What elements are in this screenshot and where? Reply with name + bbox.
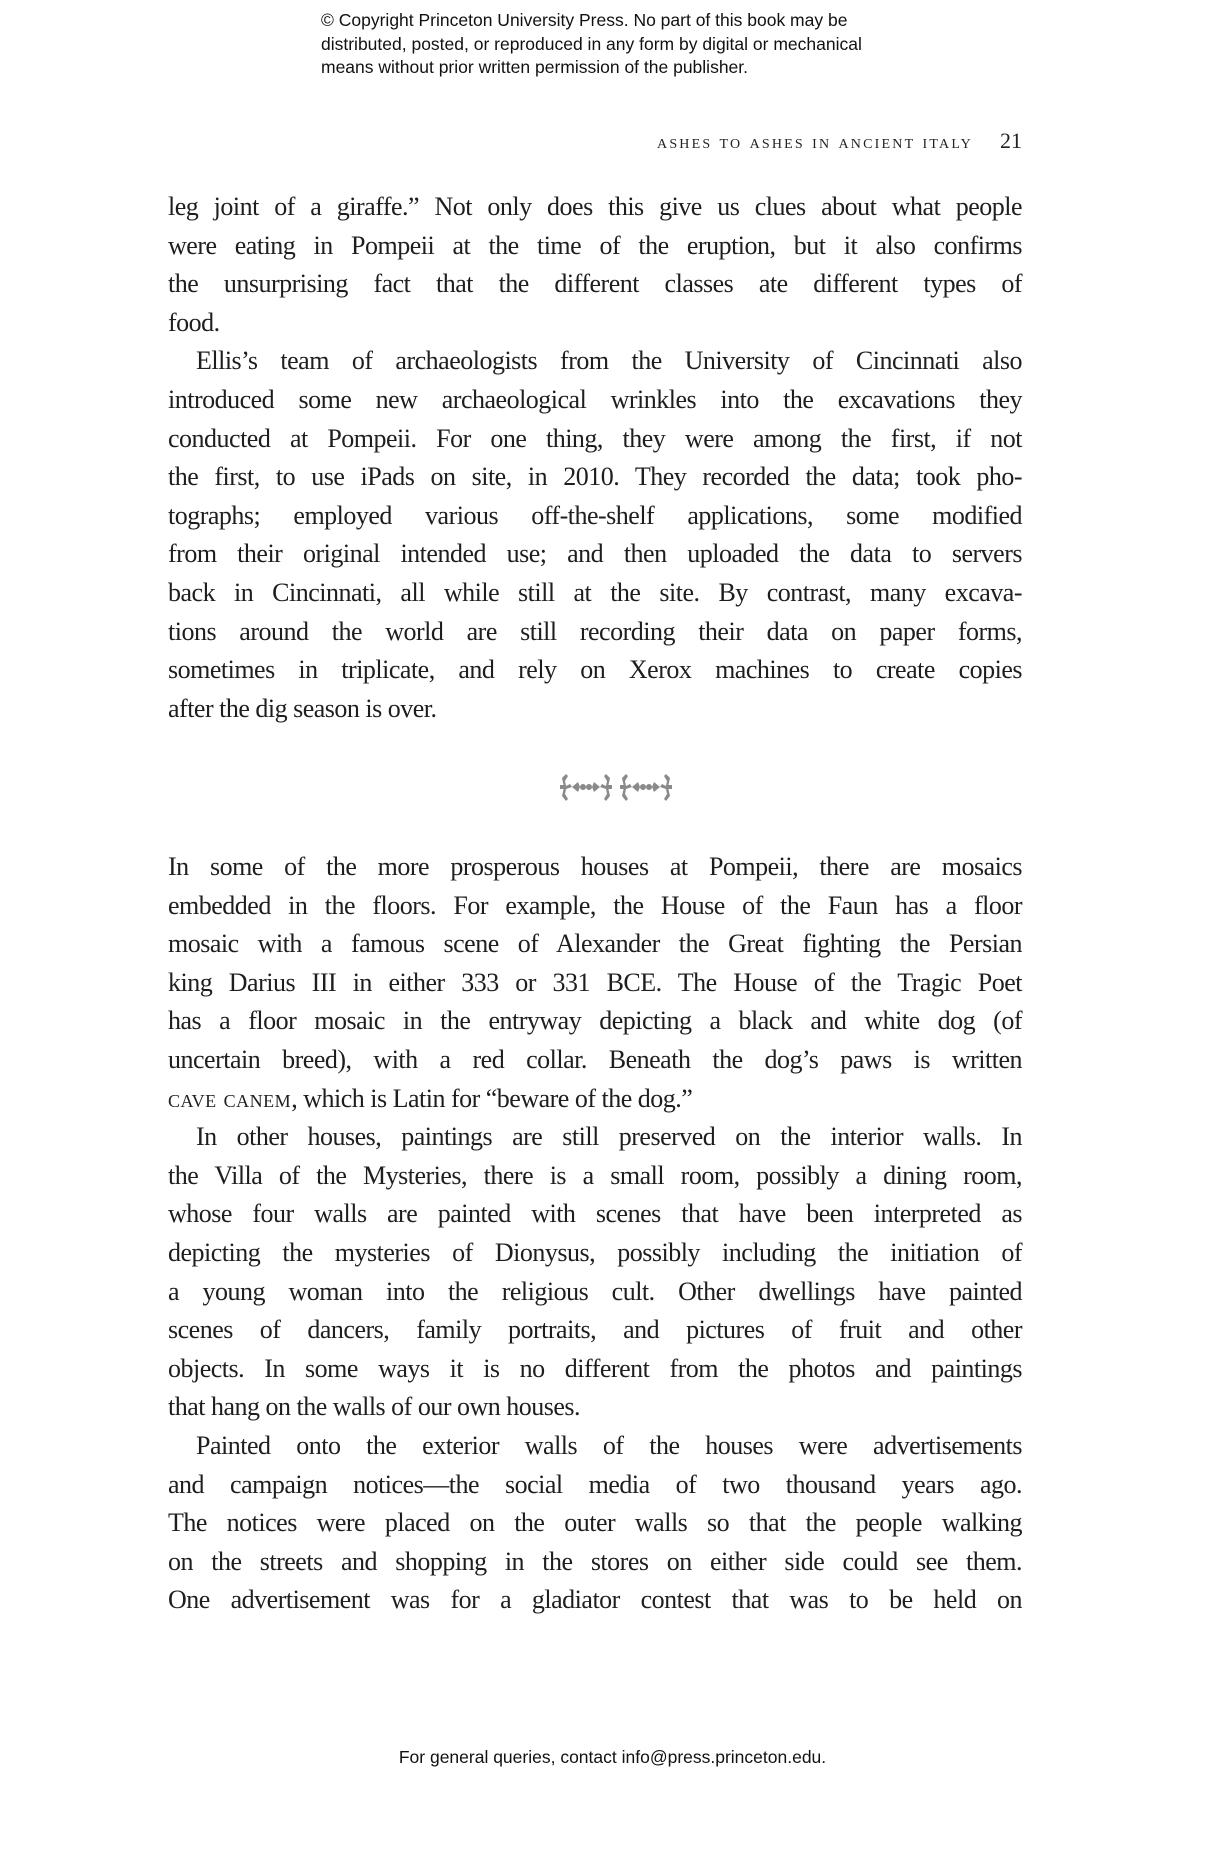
text-line: leg joint of a giraffe.” Not only does this give us clues about what people bbox=[168, 192, 1022, 221]
text-line: conducted at Pompeii. For one thing, they were among the first, if not bbox=[168, 423, 1022, 453]
text-line: One advertisement was for a gladiator contest that was to be held on bbox=[168, 1585, 1022, 1615]
text-line: tions around the world are still recording their data on paper forms, bbox=[168, 616, 1022, 646]
paragraph bbox=[168, 1118, 1022, 1427]
text-line: a young woman into the religious cult. Other dwellings have painted bbox=[168, 1276, 1022, 1306]
copyright-notice bbox=[321, 9, 862, 80]
copyright-line: © Copyright Princeton University Press. No part of this book may be bbox=[321, 10, 848, 30]
text-line: were eating in Pompeii at the time of the eruption, but it also confirms bbox=[168, 230, 1022, 260]
text-line: that hang on the walls of our own houses. bbox=[168, 1392, 581, 1422]
text-line: the unsurprising fact that the different classes ate different types of bbox=[168, 269, 1022, 299]
running-head bbox=[657, 128, 1022, 154]
chapter-title: ashes to ashes in ancient italy bbox=[657, 131, 973, 153]
text-line: from their original intended use; and then uploaded the data to servers bbox=[168, 539, 1022, 569]
paragraph bbox=[168, 1427, 1022, 1620]
text-line: and campaign notices—the social media of two thousand years ago. bbox=[168, 1469, 1022, 1499]
text-line: back in Cincinnati, all while still at the site. By contrast, many excava- bbox=[168, 577, 1022, 607]
copyright-line: means without prior written permission of the publisher. bbox=[321, 57, 749, 77]
paragraph bbox=[168, 342, 1022, 728]
paragraph bbox=[168, 188, 1022, 342]
text-line: king Darius III in either 333 or 331 BCE. The House of the Tragic Poet bbox=[168, 967, 1022, 997]
text-line: In other houses, paintings are still preserved on the interior walls. In bbox=[196, 1122, 1022, 1152]
footer-contact: For general queries, contact info@press.princeton.edu. bbox=[398, 1747, 827, 1767]
text-line: sometimes in triplicate, and rely on Xerox machines to create copies bbox=[168, 655, 1022, 685]
copyright-line: distributed, posted, or reproduced in any form by digital or mechanical bbox=[321, 33, 862, 54]
text-line: mosaic with a famous scene of Alexander the Great fighting the Persian bbox=[168, 929, 1022, 959]
paragraph bbox=[168, 848, 1022, 1118]
text-line: embedded in the floors. For example, the House of the Faun has a floor bbox=[168, 890, 1022, 920]
text-line: scenes of dancers, family portraits, and pictures of fruit and other bbox=[168, 1315, 1022, 1345]
text-segment: , which is Latin for “beware of the dog.” bbox=[291, 1083, 693, 1113]
latin-phrase: cave canem bbox=[168, 1083, 292, 1113]
text-line: The notices were placed on the outer walls so that the people walking bbox=[168, 1508, 1022, 1538]
text-line: the Villa of the Mysteries, there is a small room, possibly a dining room, bbox=[168, 1160, 1022, 1190]
text-block-before-break bbox=[168, 188, 1022, 728]
text-block-after-break bbox=[168, 848, 1022, 1620]
text-line: tographs; employed various off-the-shelf applications, some modified bbox=[168, 500, 1022, 530]
text-line: Ellis’s team of archaeologists from the University of Cincinnati also bbox=[196, 346, 1022, 376]
text-line: introduced some new archaeological wrinkles into the excavations they bbox=[168, 384, 1022, 414]
text-line: Painted onto the exterior walls of the houses were advertisements bbox=[196, 1430, 1022, 1460]
text-line: after the dig season is over. bbox=[168, 693, 437, 723]
text-line: has a floor mosaic in the entryway depicting a black and white dog (of bbox=[168, 1006, 1022, 1036]
text-line: food. bbox=[168, 307, 220, 337]
text-line: the first, to use iPads on site, in 2010. They recorded the data; took pho- bbox=[168, 462, 1022, 492]
text-line: depicting the mysteries of Dionysus, possibly including the initiation of bbox=[168, 1237, 1022, 1267]
text-line: uncertain breed), with a red collar. Beneath the dog’s paws is written bbox=[168, 1044, 1022, 1074]
text-line: on the streets and shopping in the stores on either side could see them. bbox=[168, 1546, 1022, 1576]
page-number: 21 bbox=[1000, 128, 1022, 153]
fleuron-ornament-icon bbox=[0, 770, 1225, 809]
text-line: objects. In some ways it is no different from the photos and paintings bbox=[168, 1353, 1022, 1383]
text-line: In some of the more prosperous houses at Pompeii, there are mosaics bbox=[168, 852, 1022, 881]
text-line bbox=[168, 1080, 1022, 1119]
text-line: whose four walls are painted with scenes that have been interpreted as bbox=[168, 1199, 1022, 1229]
